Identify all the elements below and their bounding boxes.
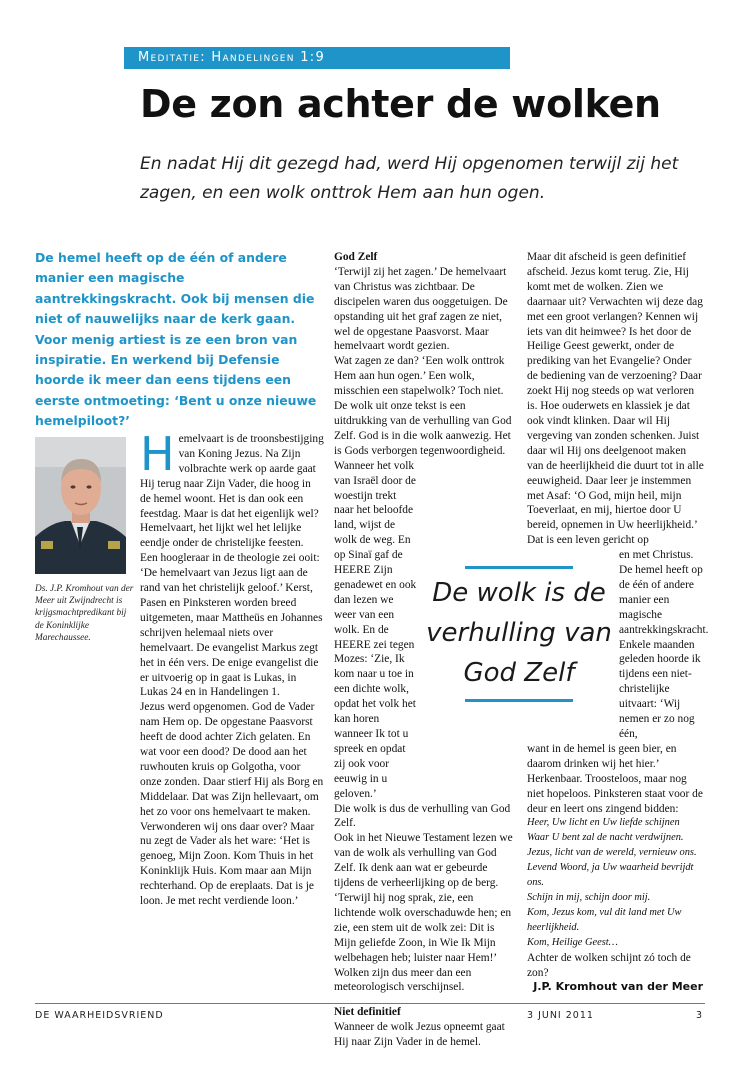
hymn-line: Kom, Jezus kom, vul dit land met Uw heerlijkheid. [527, 906, 682, 933]
footer-rule [35, 1003, 705, 1004]
photo-caption: Ds. J.P. Kromhout van der Meer uit Zwijndrecht is krijgsmachtpredikant bij de Koninklijke Marechaussee. [35, 584, 134, 643]
section-kicker: Meditatie: Handelingen 1:9 [124, 47, 510, 69]
article-title: De zon achter de wolken [140, 82, 661, 126]
column-2-paragraph-1: ‘Terwijl zij het zagen.’ De hemelvaart van Christus was zichtbaar. De discipelen waren dus ooggetuigen. De opstanding uit het graf zagen ze niet, wel de opgestane Paasvorst. Maar hemelvaart wordt gezien. [334, 265, 508, 353]
author-photo [35, 437, 126, 574]
subheading-niet-definitief [334, 1005, 514, 1020]
hymn-line: Levend Woord, ja Uw waarheid bevrijdt ons. [527, 862, 694, 889]
column-3-paragraph-2: want in de hemel is geen bier, en daarom drinken wij het hier.’ Herkenbaar. Troosteloos, maar nog niet hopeloos. Pinksteren staat voor de deur en leert ons zingend bidden: [527, 742, 703, 815]
footer-publication: DE WAARHEIDSVRIEND [35, 1010, 164, 1021]
column-2-paragraph-3: Wanneer het volk van Israël door de woestijn trekt naar het beloofde land, wijst de wolk de weg. En op Sinaï gaf de HEERE Zijn genadewet en ook dan lezen we weer van een wolk. En de HEERE zei tegen Mozes: ‘Zie, Ik kom naar u toe in een dichte wolk, opdat het volk het kan horen wanneer Ik tot u spreek en opdat zij ook voor eeuwig in u geloven.’ [334, 459, 417, 800]
hymn-verse [527, 816, 705, 950]
author-signature: J.P. Kromhout van der Meer [533, 980, 703, 994]
footer-page-number: 3 [696, 1010, 704, 1021]
column-1-paragraph-2: Jezus werd opgenomen. God de Vader nam Hem op. De opgestane Paasvorst heeft de dood achter Zich gelaten. En wat voor een dood? De dood aan het ruwhouten kruis op Golgotha, voor onze zonden. Daar stierf Hij als Borg en Middelaar. Dat was Zijn hellevaart, om het zo voor ons hemelvaart te maken. Verwonderen wij ons daar over? Maar nu zegt de Vader als het ware: ‘Het is genoeg, Mijn Zoon. Kom Thuis in het Koninklijk Huis. Kom maar aan Mijn rechterhand. Op de ereplaats. Dat is je loon. Je met recht verdiende loon.’ [140, 701, 324, 908]
column-2-paragraph-2: Wat zagen ze dan? ‘Een wolk onttrok Hem aan hun ogen.’ Een wolk, misschien een stapelwolk? Toch niet. De wolk uit onze tekst is een uitdrukking van de verhulling van God Zelf. God is in die wolk aanwezig. Het is Gods verborgen tegenwoordigheid. [334, 355, 512, 457]
column-1-paragraph-1 [140, 427, 324, 700]
article-column-1 [140, 427, 324, 909]
column-3-paragraph-3: Achter de wolken schijnt zó toch de zon? [527, 951, 691, 979]
footer-date: 3 JUNI 2011 [527, 1010, 594, 1021]
column-1-text-1: emelvaart is de troonsbestijging van Koning Jezus. Na Zijn volbrachte werk op aarde gaat Hij terug naar Zijn Vader, die hoog in de hemel woont. Het is dan ook een feestdag. Maar is dat het eigenlijk wel? Hemelvaart, het lijkt wel het lelijke eendje onder de christelijke feesten. Een hoogleraar in de theologie zei ooit: ‘De hemelvaart van Jezus ligt aan de rand van het christelijk geloof.’ Kerst, Pasen en Pinksteren worden breed uitgemeten, maar Mattheüs en Johannes schrijven helemaal niets over hemelvaart. De evangelist Markus zegt het in één vers. De enige evangelist die er uitvoerig op in gaat is Lukas, in Lukas 24 en in Handelingen 1. [140, 433, 324, 699]
subheading-niet-definitief-text: Niet definitief [334, 1006, 401, 1019]
column-2-paragraph-6: Wanneer de wolk Jezus opneemt gaat Hij naar Zijn Vader in de hemel. [334, 1021, 505, 1049]
hymn-line: Kom, Heilige Geest… [527, 936, 618, 948]
drop-cap: H [140, 427, 175, 481]
column-2-paragraph-4: Die wolk is dus de verhulling van God Zelf. [334, 802, 511, 830]
author-portrait-image [35, 437, 126, 574]
hymn-line: Heer, Uw licht en Uw liefde schijnen [527, 817, 680, 829]
hymn-line: Schijn in mij, schijn door mij. [527, 891, 651, 903]
hymn-line: Jezus, licht van de wereld, vernieuw ons. [527, 847, 697, 859]
column-3-paragraph-1b: en met Christus. De hemel heeft op de één of andere manier een magische aantrekkingskracht. Enkele maanden geleden hoorde ik tijdens een niet-christelijke uitvaart: ‘Wij nemen er zo nog één, [619, 549, 709, 740]
article-lead: En nadat Hij dit gezegd had, werd Hij opgenomen terwijl zij het zagen, en een wolk onttrok Hem aan hun ogen. [140, 154, 679, 203]
pull-quote [419, 566, 619, 702]
pull-quote-bottom-rule [465, 699, 573, 702]
intro-paragraph: De hemel heeft op de één of andere manier een magische aantrekkingskracht. Ook bij mensen die niet of nauwelijks naar de kerk gaan. Voor menig artiest is ze een bron van inspiratie. En werkend bij Defensie hoorde ik meer dan eens tijdens een eerste ontmoeting: ‘Bent u onze nieuwe hemelpiloot?’ [35, 250, 317, 429]
subheading-god-zelf-text: God Zelf [334, 251, 378, 263]
column-2-paragraph-5: Ook in het Nieuwe Testament lezen we van de wolk als verhulling van God Zelf. Ik denk aan wat er gebeurde tijdens de verheerlijking op de berg. ‘Terwijl hij nog sprak, zie, een lichtende wolk overschaduwde hen; en zie, een stem uit de wolk zei: Dit is Mijn geliefde Zoon, in Wie Ik Mijn welbehagen heb; luister naar Hem!’ Wolken zijn dus meer dan een meteorologisch verschijnsel. [334, 832, 513, 994]
hymn-line: Waar U bent zal de nacht verdwijnen. [527, 832, 684, 844]
pull-quote-text: De wolk is de verhulling van God Zelf [426, 578, 612, 688]
subheading-god-zelf [334, 250, 514, 265]
column-3-paragraph-1: Maar dit afscheid is geen definitief afscheid. Jezus komt terug. Zie, Hij komt met de wolken. Zien we daarnaar uit? Verwachten wij deze dag met een groot verlangen? Kennen wij iets van dit heimwee? Is het door de Heilige Geest gewerkt, onder de prediking van het Evangelie? Onder de bediening van de verzoening? Daar zoekt Hij nog steeds op wat verloren is. Hoe ouderwets en klassiek je dat ook vindt klinken. Daar wil Hij vergeving van zonden schenken. Juist daar wil Hij ons deelgenoot maken van de heerlijkheid die duurt tot in alle eeuwigheid. Daar leer je instemmen met Asaf: ‘O God, mijn heil, mijn Toeverlaat, en mij, hiertoe door U bereid, opnemen in Uw heerlijkheid.’ Dat is een leven gericht op [527, 251, 704, 547]
